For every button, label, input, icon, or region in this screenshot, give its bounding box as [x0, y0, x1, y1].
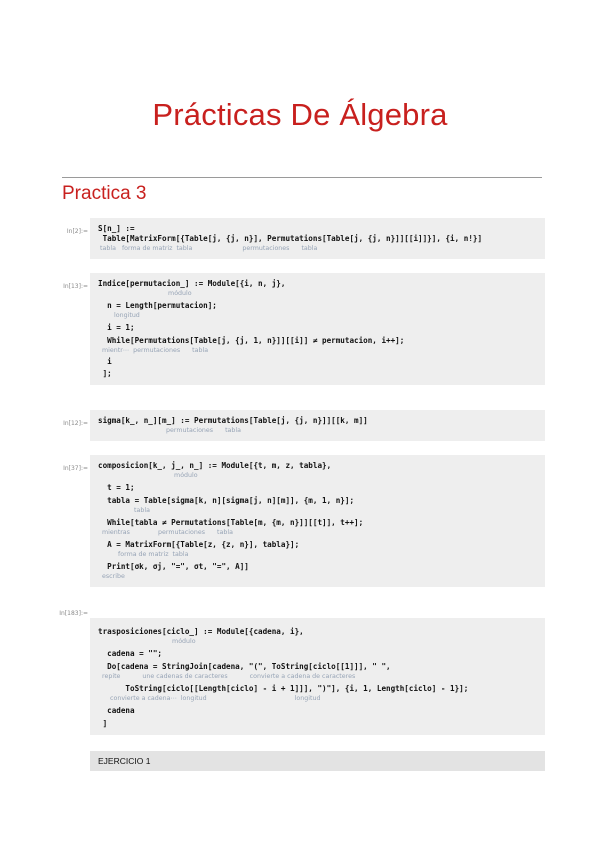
- cell-label: In[2]:=: [66, 228, 88, 235]
- usage-hint: módulo: [98, 472, 198, 479]
- usage-hint: mientras permutaciones tabla: [98, 529, 233, 536]
- code-line: A = MatrixForm[{Table[z, {z, n}], tabla}];: [98, 540, 300, 549]
- exercise-heading: EJERCICIO 1: [90, 751, 545, 771]
- usage-hint: tabla forma de matriz tabla permutaciones tabla: [98, 245, 318, 252]
- usage-hint: repite une cadenas de caracteres convierte a cadena de caracteres: [98, 673, 356, 680]
- input-cell[interactable]: [90, 410, 545, 441]
- usage-hint: módulo: [98, 290, 192, 297]
- code-line: ]: [98, 719, 108, 728]
- code-line: tabla = Table[sigma[k, n][sigma[j, n][m]], {m, 1, n}];: [98, 496, 355, 505]
- section-heading: Practica 3: [62, 183, 147, 204]
- code-line: cadena: [98, 706, 135, 715]
- code-line: cadena = "";: [98, 649, 163, 658]
- code-line: i: [98, 357, 112, 366]
- cell-label: In[37]:=: [63, 465, 88, 472]
- code-line: ];: [98, 369, 112, 378]
- code-line: ToString[ciclo[[Length[ciclo] - i + 1]]], ")"], {i, 1, Length[ciclo] - 1}];: [98, 684, 469, 693]
- usage-hint: escribe: [98, 573, 125, 580]
- usage-hint: permutaciones tabla: [98, 427, 242, 434]
- code-line: Print[σk, σj, "=", σt, "=", A]]: [98, 562, 249, 571]
- code-line: i = 1;: [98, 323, 135, 332]
- input-cell[interactable]: [90, 273, 545, 385]
- usage-hint: forma de matriz tabla: [98, 551, 189, 558]
- cell-label: In[183]:=: [59, 610, 88, 617]
- code-line: While[Permutations[Table[j, {j, 1, n}]][[i]] ≠ permutacion, i++];: [98, 336, 405, 345]
- usage-hint: tabla: [98, 507, 150, 514]
- code-line: t = 1;: [98, 483, 135, 492]
- title-divider: [62, 177, 542, 178]
- usage-hint: módulo: [98, 638, 196, 645]
- code-line: Table[MatrixForm[{Table[j, {j, n}], Permutations[Table[j, {j, n}]][[i]]}], {i, n!}]: [98, 234, 483, 243]
- code-line: composicion[k_, j_, n_] := Module[{t, m, z, tabla},: [98, 461, 332, 470]
- cell-label: In[12]:=: [63, 420, 88, 427]
- code-line: Do[cadena = StringJoin[cadena, "(", ToString[ciclo[[1]]], " ",: [98, 662, 391, 671]
- cell-label: In[13]:=: [63, 283, 88, 290]
- usage-hint: longitud: [98, 312, 140, 319]
- input-cell[interactable]: [90, 218, 545, 259]
- code-line: Indice[permutacion_] := Module[{i, n, j},: [98, 279, 286, 288]
- usage-hint: convierte a cadena⋯ longitud longitud: [98, 695, 321, 702]
- input-cell[interactable]: [90, 455, 545, 587]
- usage-hint: mientr⋯ permutaciones tabla: [98, 347, 209, 354]
- input-cell[interactable]: [90, 618, 545, 735]
- code-line: n = Length[permutacion];: [98, 301, 217, 310]
- code-line: sigma[k_, n_][m_] := Permutations[Table[j, {j, n}]][[k, m]]: [98, 416, 368, 425]
- code-line: trasposiciones[ciclo_] := Module[{cadena, i},: [98, 627, 304, 636]
- document-title: Prácticas De Álgebra: [152, 97, 448, 132]
- code-line: While[tabla ≠ Permutations[Table[m, {m, n}]][[t]], t++];: [98, 518, 364, 527]
- code-line: S[n_] :=: [98, 224, 135, 233]
